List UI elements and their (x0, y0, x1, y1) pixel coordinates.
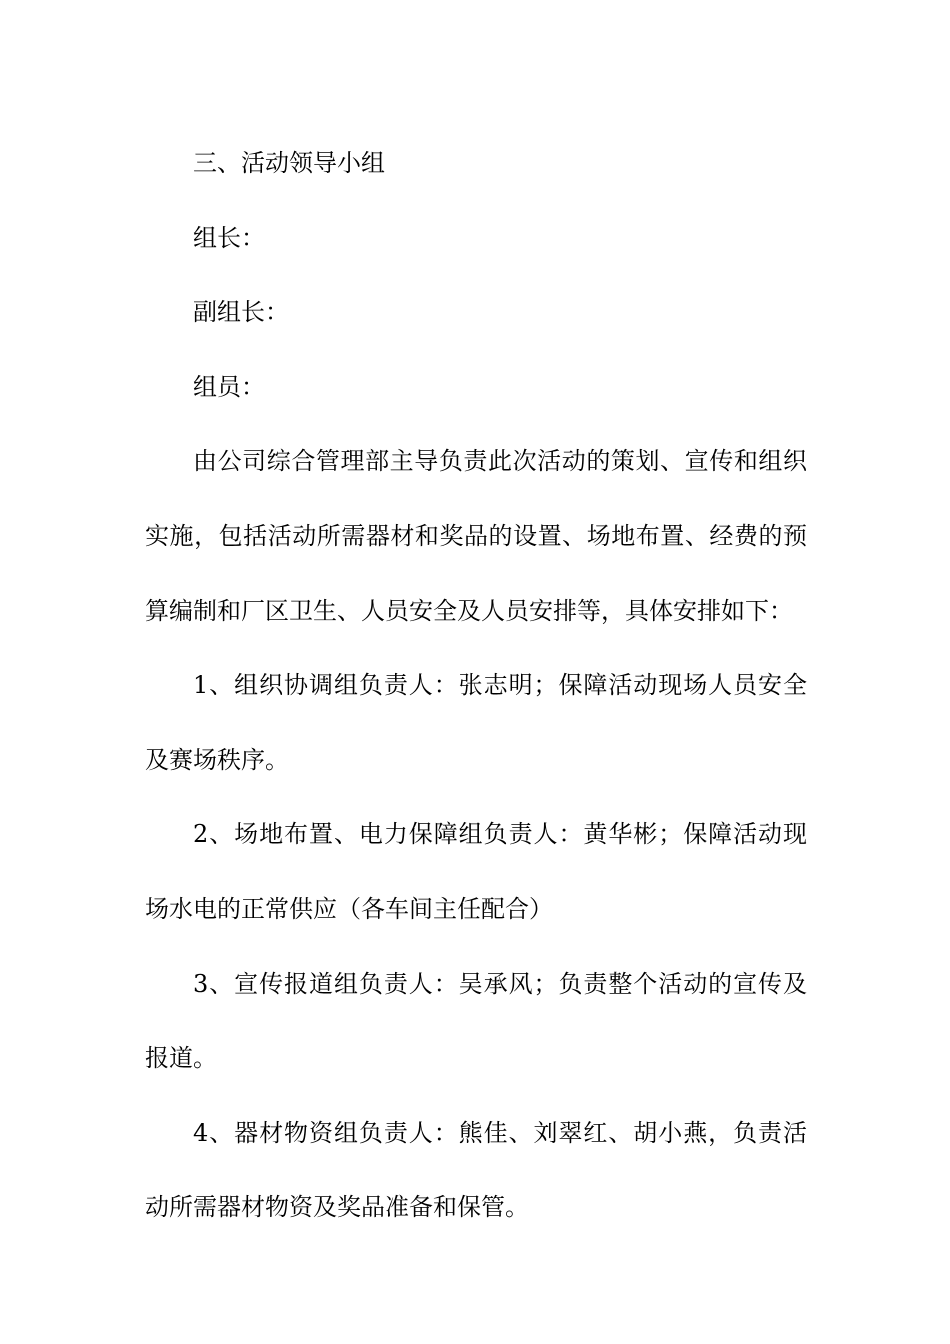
item-venue-power-group: 2、场地布置、电力保障组负责人：黄华彬；保障活动现场水电的正常供应（各车间主任配合） (145, 820, 807, 923)
document-body (145, 126, 807, 1245)
deputy-leader-line: 副组长： (193, 298, 289, 327)
section-heading: 三、活动领导小组 (193, 149, 385, 177)
group-leader-line: 组长： (193, 223, 265, 252)
item-equipment-group: 4、器材物资组负责人：熊佳、刘翠红、胡小燕，负责活动所需器材物资及奖品准备和保管。 (145, 1118, 807, 1222)
intro-paragraph: 由公司综合管理部主导负责此次活动的策划、宣传和组织实施，包括活动所需器材和奖品的设置、场地布置、经费的预算编制和厂区卫生、人员安全及人员安排等，具体安排如下： (145, 447, 807, 625)
item-publicity-group: 3、宣传报道组负责人：吴承风；负责整个活动的宣传及报道。 (145, 969, 807, 1073)
members-line: 组员： (193, 372, 265, 401)
item-coordination-group: 1、组织协调组负责人：张志明；保障活动现场人员安全及赛场秩序。 (145, 671, 807, 774)
